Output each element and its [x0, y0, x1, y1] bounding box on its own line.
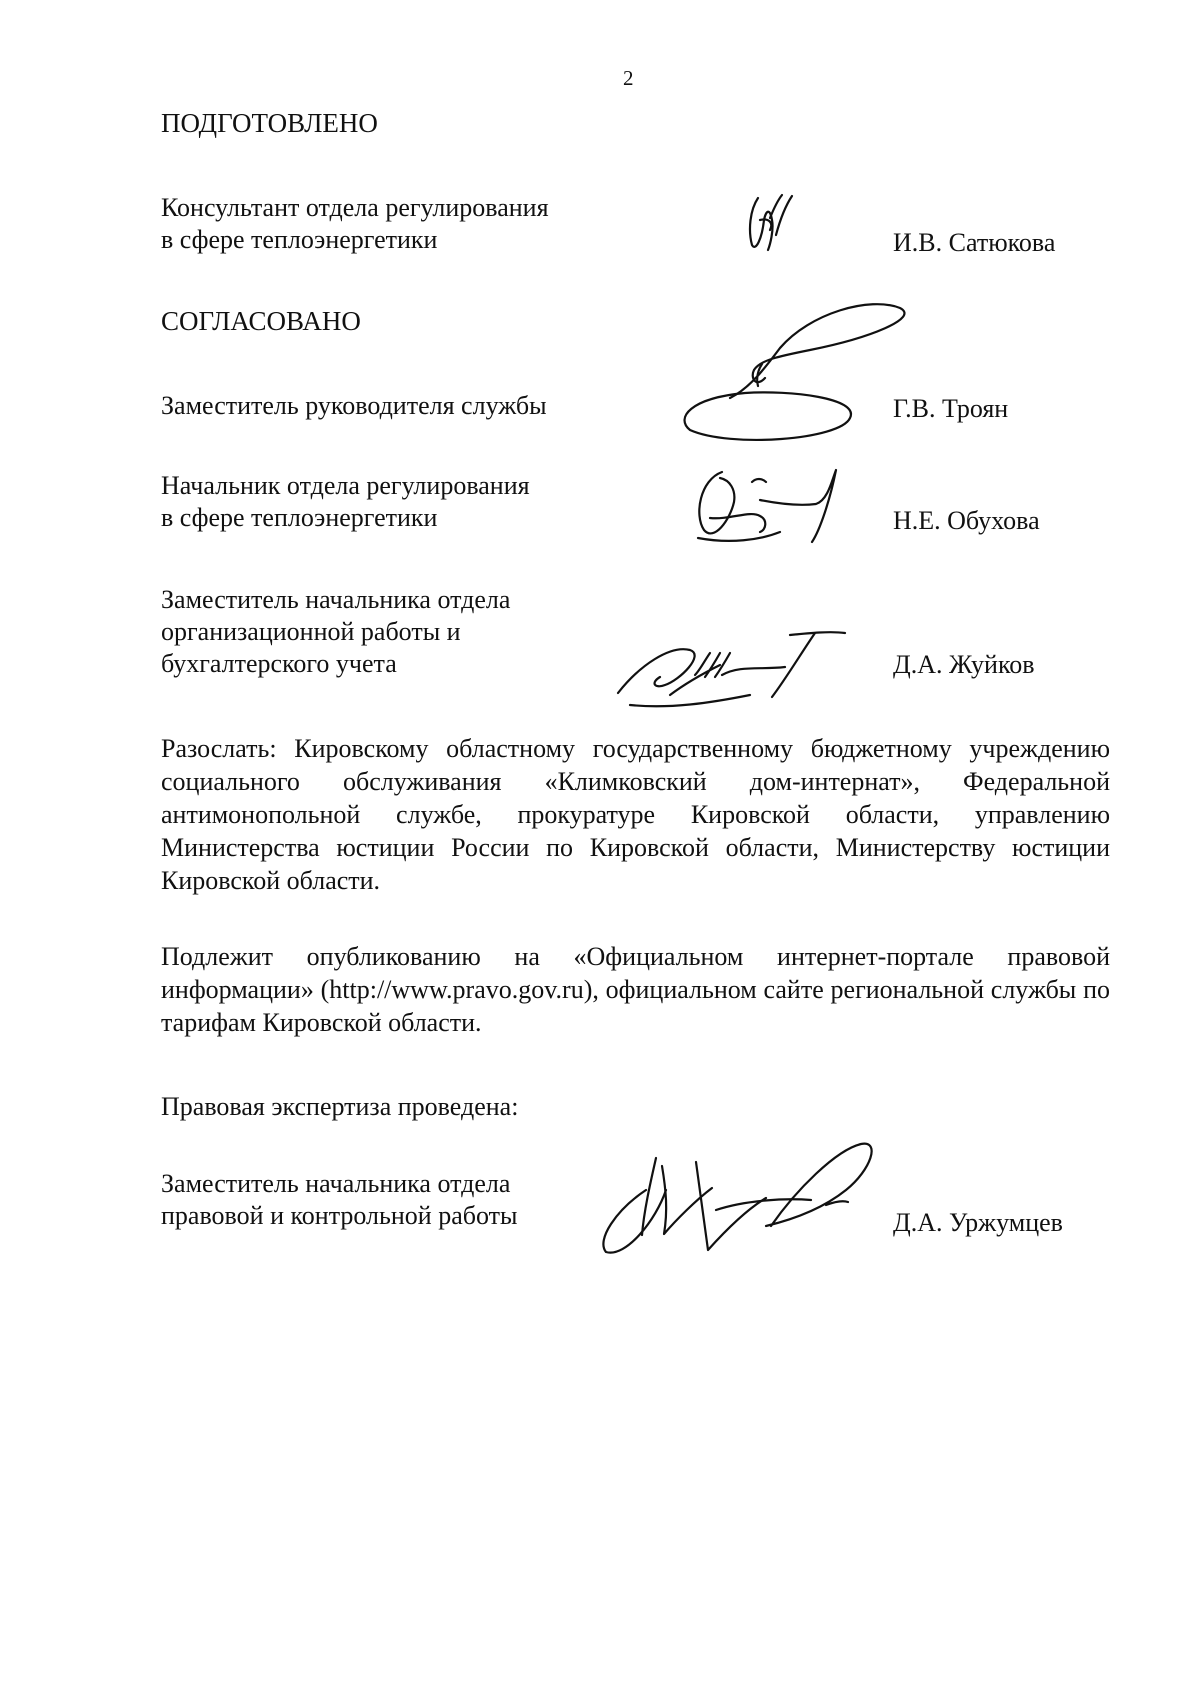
role-line: Начальник отдела регулирования [161, 471, 530, 500]
agreed-role-2 [161, 470, 601, 534]
agreed-role-3 [161, 584, 601, 680]
legal-review-role [161, 1168, 601, 1232]
page-number: 2 [623, 66, 634, 90]
role-line: в сфере теплоэнергетики [161, 225, 438, 254]
role-line: Консультант отдела регулирования [161, 193, 549, 222]
role-line: Заместитель начальника отдела [161, 1169, 511, 1198]
signature-troyan [670, 298, 920, 448]
role-line: в сфере теплоэнергетики [161, 503, 438, 532]
signature-urzhumtsev [596, 1130, 886, 1260]
signature-zhuykov [610, 625, 860, 715]
agreed-name-1: Г.В. Троян [893, 394, 1009, 423]
legal-review-heading: Правовая экспертиза проведена: [161, 1092, 519, 1121]
agreed-heading: СОГЛАСОВАНО [161, 306, 361, 336]
role-line: организационной работы и [161, 617, 461, 646]
signature-obukhova [690, 460, 850, 550]
role-line: бухгалтерского учета [161, 649, 397, 678]
role-line: Заместитель начальника отдела [161, 585, 511, 614]
prepared-name: И.В. Сатюкова [893, 228, 1056, 257]
agreed-name-3: Д.А. Жуйков [893, 650, 1035, 679]
role-line: правовой и контрольной работы [161, 1201, 518, 1230]
prepared-heading: ПОДГОТОВЛЕНО [161, 108, 378, 138]
prepared-role [161, 192, 601, 256]
legal-review-name: Д.А. Уржумцев [893, 1208, 1063, 1237]
publication-paragraph: Подлежит опубликованию на «Официальном интернет-портале правовой информации» (http://www.pravo.gov.ru), официальном сайте региональной службы по тарифам Кировской области. [161, 942, 1110, 1037]
role-line: Заместитель руководителя службы [161, 391, 547, 420]
signature-satyukova [740, 190, 800, 265]
agreed-name-2: Н.Е. Обухова [893, 506, 1040, 535]
agreed-role-1 [161, 390, 601, 422]
distribution-paragraph: Разослать: Кировскому областному государственному бюджетному учреждению социального обслуживания «Климковский дом-интернат», Федеральной антимонопольной службе, прокуратуре Кировской области, управлению Министерства юстиции России по Кировской области, Министерству юстиции Кировской области. [161, 734, 1110, 895]
